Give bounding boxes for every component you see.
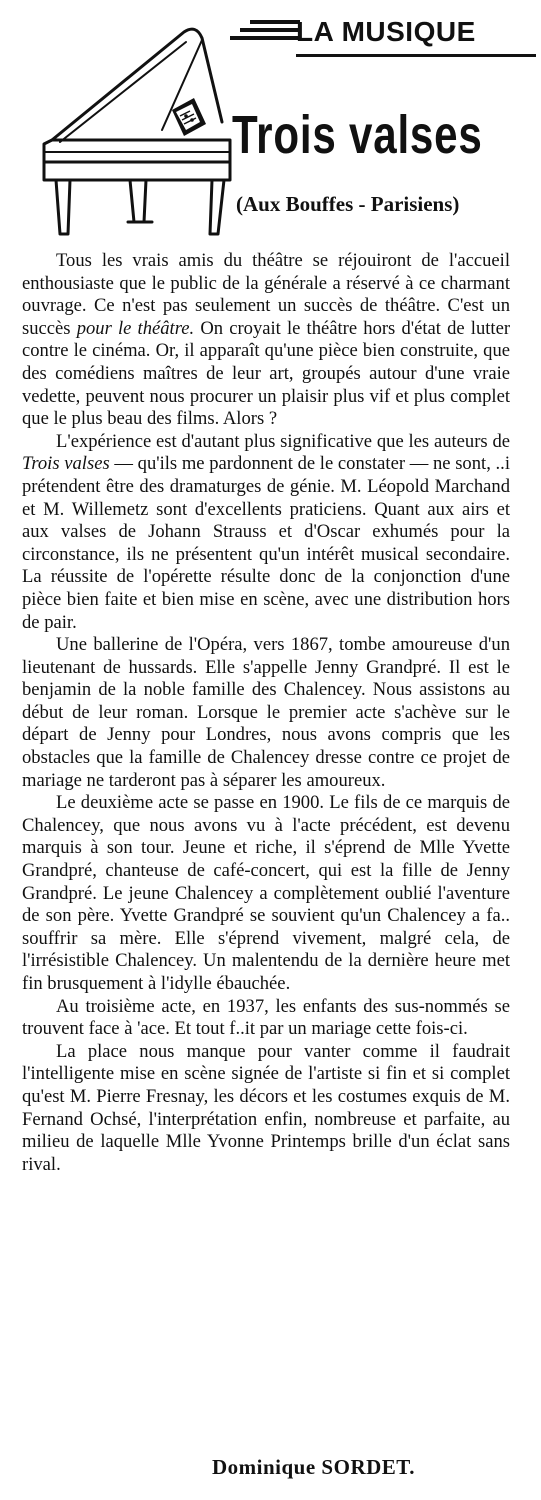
paragraph-text: Tous les vrais amis du théâtre se réjouiront de l'accueil enthousiaste que le public de la générale a réservé à ce charmant ouvrage. Ce n'est pas seulement un succès de théâtre. C'est un succès <box>22 250 510 339</box>
paragraph-text: L'expérience est d'autant plus significative que les auteurs de <box>56 430 510 452</box>
paragraph: La place nous manque pour vanter comme il faudrait l'intelligente mise en scène signée de l'artiste si fin et si complet qu'est M. Pierre Fresnay, les décors et les costumes exquis de M. Fernand Ochsé, l'interprétation enfin, nombreuse et parfaite, au milieu de laquelle Mlle Yvonne Printemps brille d'un éclat sans rival. <box>22 1040 510 1175</box>
rubric-title: LA MUSIQUE <box>296 16 476 47</box>
article-body <box>22 250 510 1176</box>
section-rubric <box>230 10 530 58</box>
paragraph-text: On croyait le théâtre hors d'état de lutter contre le cinéma. Or, il apparaît qu'une pièce bien construite, que des comédiens maîtres de leur art, groupés autour d'une vraie vedette, peuvent nous procurer un plaisir plus vif et plus complet que le plus beau des films. Alors ? <box>22 317 511 430</box>
paragraph-italic: pour le théâtre. <box>76 317 195 339</box>
article-title: Trois valses <box>232 105 483 165</box>
paragraph: Au troisième acte, en 1937, les enfants des sus-nommés se trouvent face à 'ace. Et tout f..it par un mariage cette fois-ci. <box>22 995 510 1040</box>
paragraph-italic: Trois valses <box>22 453 110 475</box>
paragraph: Le deuxième acte se passe en 1900. Le fils de ce marquis de Chalencey, que nous avons vu à l'acte précédent, est devenu marquis à son tour. Jeune et riche, il s'éprend de Mlle Yvette Grandpré, chanteuse de café-concert, qui est la fille de Jenny Grandpré. Le jeune Chalencey a complètement oublié l'aventure de son père. Yvette Grandpré se souvient qu'un Chalencey a fa.. souffrir sa mère. Elle s'éprend vivement, malgré cela, de l'irrésistible Chalencey. Un malentendu de la dernière heure met fin brusquement à l'idylle ébauchée. <box>22 792 510 994</box>
grand-piano-icon <box>34 12 234 237</box>
rubric-underline <box>296 54 536 57</box>
rubric-speed-lines <box>230 20 300 44</box>
paragraph: Une ballerine de l'Opéra, vers 1867, tombe amoureuse d'un lieutenant de hussards. Elle s'appelle Jenny Grandpré. Il est le benjamin de la noble famille des Chalencey. Nous assistons au début de leur roman. Lorsque le premier acte s'achève sur le départ de Jenny pour Londres, nous avons compris que les obstacles que la famille de Chalencey dresse contre ce projet de mariage ne tarderont pas à séparer les amoureux. <box>22 634 510 791</box>
paragraph <box>22 250 510 431</box>
paragraph <box>22 431 510 634</box>
article-subtitle: (Aux Bouffes - Parisiens) <box>236 192 460 216</box>
paragraph-text: — qu'ils me pardonnent de le constater — ne sont, ..i prétendent être des dramaturges de génie. M. Léopold Marchand et M. Willemetz sont d'excellents praticiens. Quant aux airs et aux valses de Johann Strauss et d'Oscar exhumés pour la circonstance, ils ne présentent qu'un intérêt musical secondaire. La réussite de l'opérette résulte donc de la conjonction d'une pièce bien faite et bien mise en scène, avec une distribution hors de pair. <box>22 453 510 633</box>
author-signature: Dominique SORDET. <box>212 1455 415 1479</box>
